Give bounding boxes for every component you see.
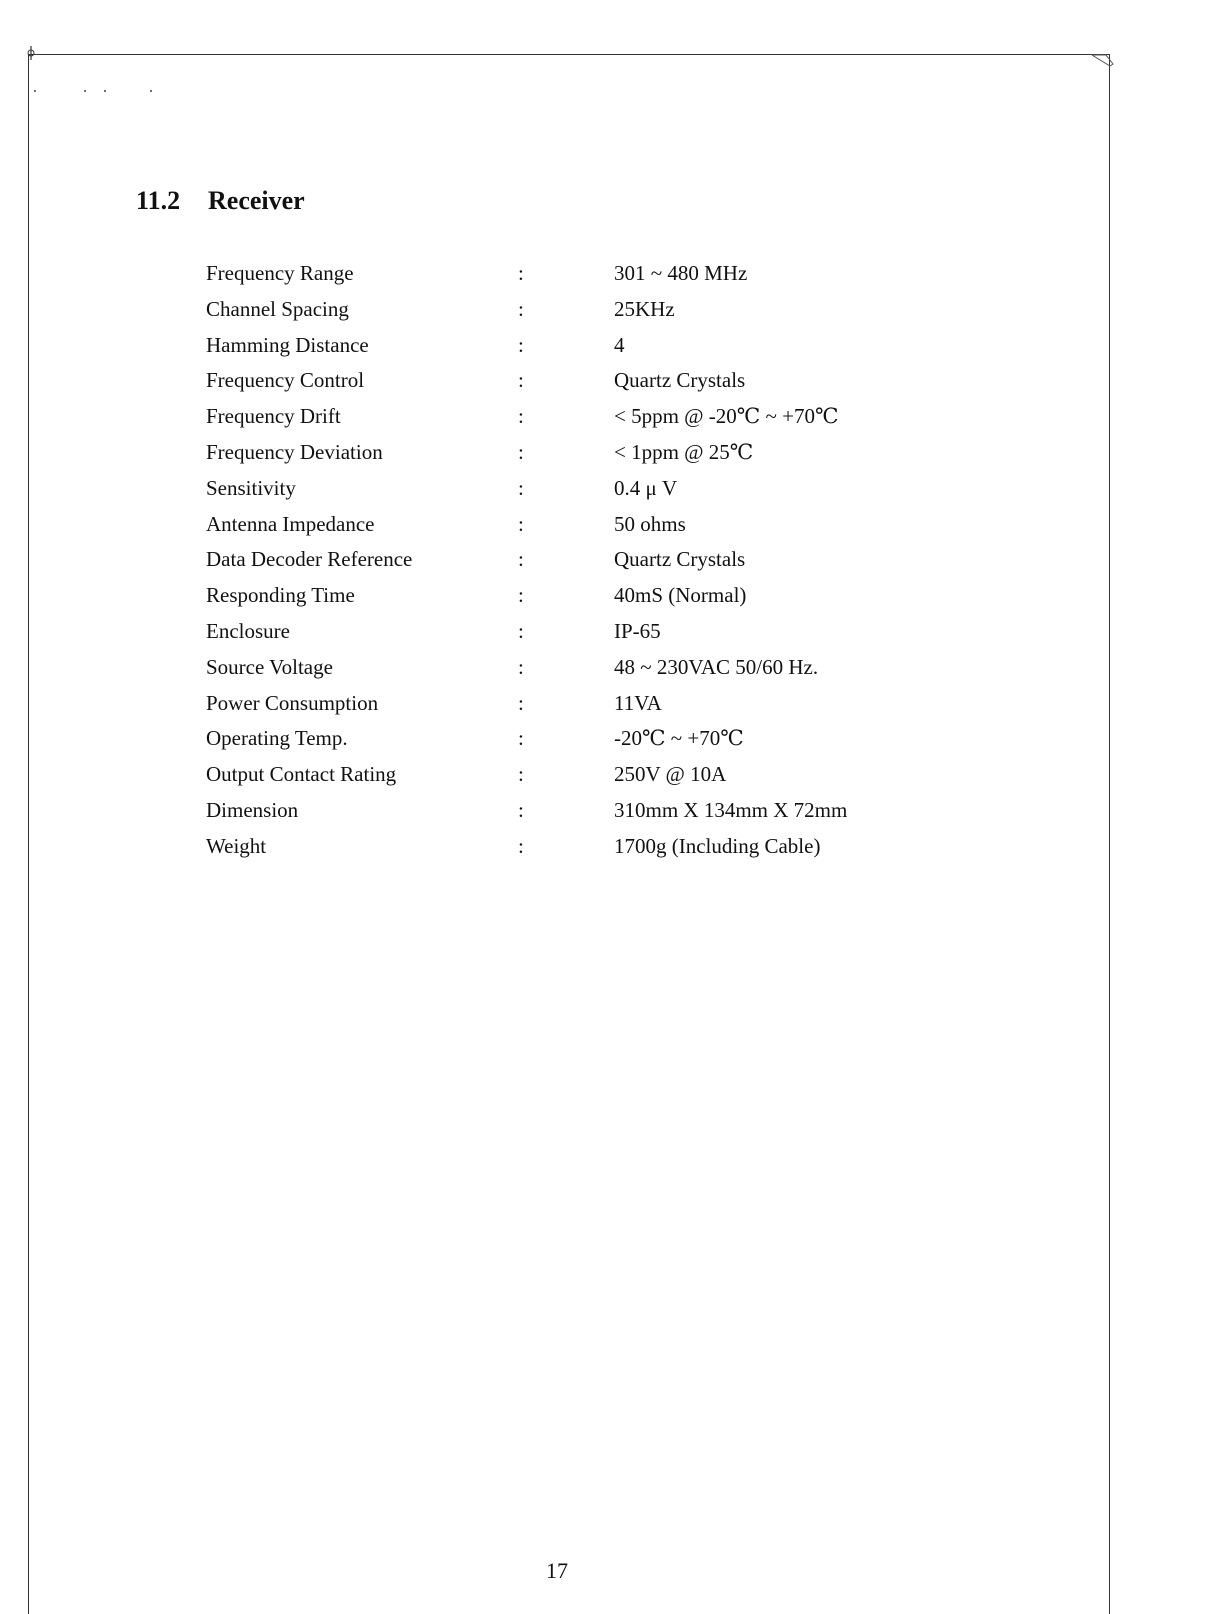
spec-value: 1700g (Including Cable) <box>614 833 821 858</box>
spec-value: 4 <box>614 332 625 357</box>
spec-separator: : <box>518 583 524 608</box>
spec-row <box>202 256 922 292</box>
spec-value: 11VA <box>614 690 662 715</box>
spec-value: 48 ~ 230VAC 50/60 Hz. <box>614 654 819 679</box>
page-curl-icon <box>1092 54 1114 68</box>
spec-value: Quartz Crystals <box>614 547 746 572</box>
spec-row <box>202 721 922 757</box>
spec-separator: : <box>518 475 524 500</box>
spec-row <box>202 399 922 435</box>
spec-value: 250V @ 10A <box>614 762 727 787</box>
spec-label: Power Consumption <box>206 690 379 715</box>
spec-table <box>202 256 922 865</box>
spec-label: Frequency Drift <box>206 404 341 429</box>
spec-label: Frequency Range <box>206 261 354 285</box>
spec-separator: : <box>518 618 524 643</box>
spec-label: Responding Time <box>206 583 355 608</box>
spec-label: Operating Temp. <box>206 726 348 751</box>
spec-value: 310mm X 134mm X 72mm <box>614 797 848 822</box>
spec-separator: : <box>518 296 524 321</box>
spec-label: Output Contact Rating <box>206 762 397 787</box>
spec-row <box>202 292 922 328</box>
spec-row <box>202 471 922 507</box>
spec-value: < 5ppm @ -20℃ ~ +70℃ <box>614 404 839 429</box>
spec-value: 40mS (Normal) <box>614 583 747 608</box>
spec-separator: : <box>518 690 524 715</box>
spec-row <box>202 829 922 865</box>
spec-value: 25KHz <box>614 296 675 321</box>
spec-row <box>202 578 922 614</box>
spec-row <box>202 793 922 829</box>
spec-separator: : <box>518 654 524 679</box>
section-number: 11.2 <box>136 186 181 215</box>
spec-label: Sensitivity <box>206 475 296 500</box>
spec-row <box>202 507 922 543</box>
spec-separator: : <box>518 404 524 429</box>
spec-row <box>202 435 922 471</box>
spec-label: Data Decoder Reference <box>206 547 413 572</box>
section-title: Receiver <box>208 186 305 215</box>
spec-value: Quartz Crystals <box>614 368 746 393</box>
spec-label: Antenna Impedance <box>206 511 375 536</box>
spec-row <box>202 542 922 578</box>
spec-value: < 1ppm @ 25℃ <box>614 439 754 464</box>
spec-value: 50 ohms <box>614 511 686 536</box>
spec-row <box>202 757 922 793</box>
spec-label: Frequency Deviation <box>206 439 383 464</box>
spec-label: Channel Spacing <box>206 296 349 321</box>
page-number: 17 <box>546 1558 568 1583</box>
spec-separator: : <box>518 797 524 822</box>
spec-separator: : <box>518 511 524 536</box>
spec-row <box>202 328 922 364</box>
spec-label: Frequency Control <box>206 368 365 393</box>
spec-value: 301 ~ 480 MHz <box>614 261 748 285</box>
spec-separator: : <box>518 547 524 572</box>
spec-label: Dimension <box>206 797 299 822</box>
spec-separator: : <box>518 261 524 285</box>
spec-separator: : <box>518 332 524 357</box>
spec-value: 0.4 μ V <box>614 475 678 500</box>
spec-value: IP-65 <box>614 618 661 643</box>
spec-separator: : <box>518 833 524 858</box>
spec-label: Source Voltage <box>206 654 333 679</box>
section-heading <box>136 186 305 216</box>
spec-label: Weight <box>206 833 267 858</box>
spec-separator: : <box>518 762 524 787</box>
binder-mark-icon <box>26 46 36 60</box>
spec-row <box>202 363 922 399</box>
spec-row <box>202 614 922 650</box>
spec-separator: : <box>518 368 524 393</box>
spec-row <box>202 650 922 686</box>
spec-separator: : <box>518 439 524 464</box>
spec-label: Hamming Distance <box>206 332 369 357</box>
spec-row <box>202 686 922 722</box>
spec-value: -20℃ ~ +70℃ <box>614 726 744 751</box>
scan-artifact-dots <box>30 90 170 98</box>
spec-separator: : <box>518 726 524 751</box>
spec-label: Enclosure <box>206 618 290 643</box>
